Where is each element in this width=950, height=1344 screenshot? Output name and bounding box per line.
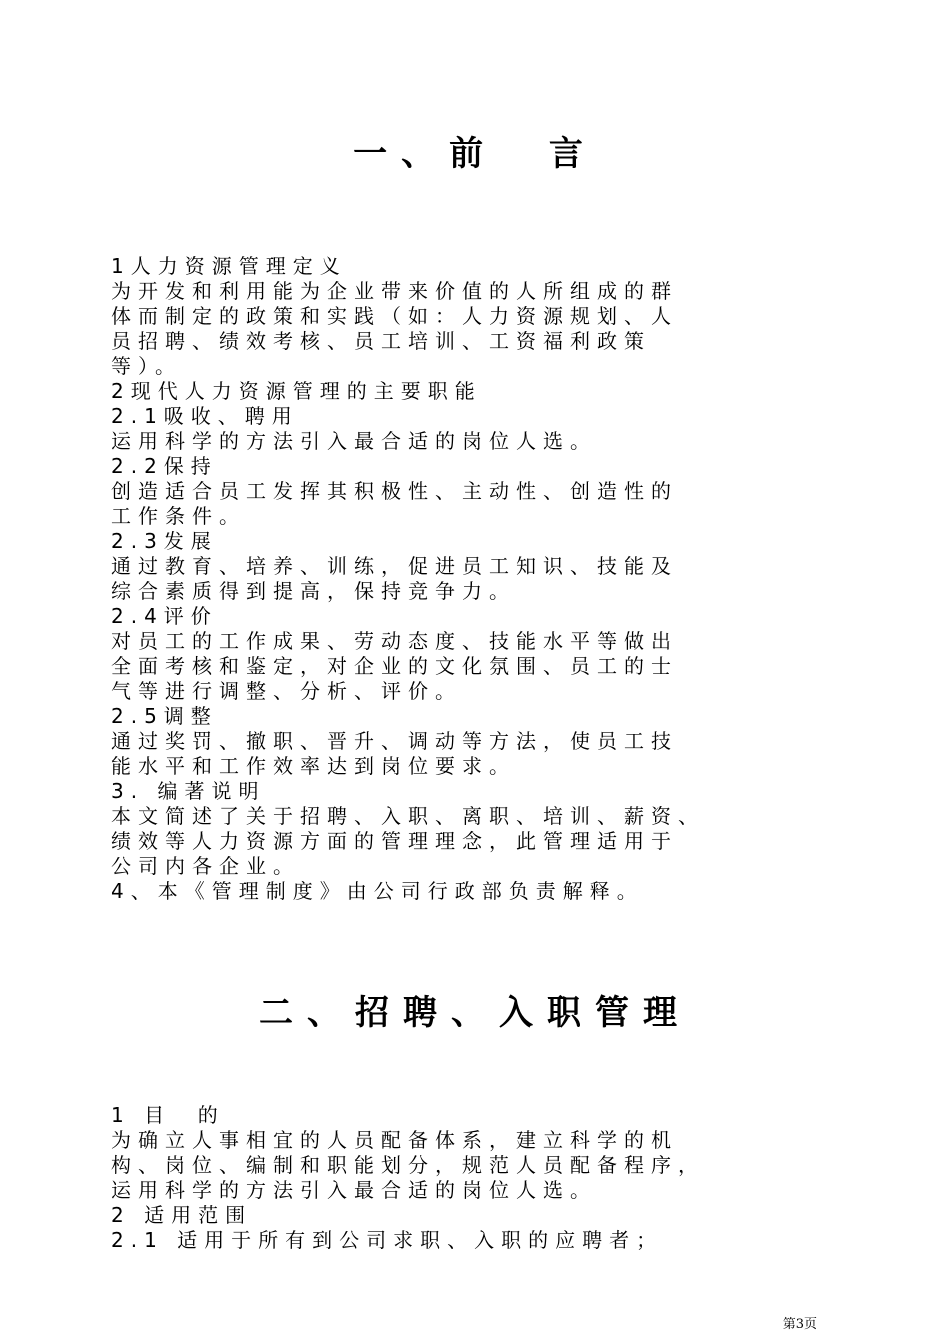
text-line: 创造适合员工发挥其积极性、主动性、创造性的 bbox=[111, 479, 678, 503]
text-line: 气等进行调整、分析、评价。 bbox=[111, 679, 462, 703]
text-line: 构、岗位、编制和职能划分，规范人员配备程序， bbox=[111, 1153, 705, 1177]
text-line: 1人力资源管理定义 bbox=[111, 254, 347, 278]
text-line: 公司内各企业。 bbox=[111, 854, 300, 878]
text-line: 2现代人力资源管理的主要职能 bbox=[111, 379, 482, 403]
text-line: 为开发和利用能为企业带来价值的人所组成的群 bbox=[111, 279, 678, 303]
text-line: 4、本《管理制度》由公司行政部负责解释。 bbox=[111, 879, 644, 903]
text-line: 绩效等人力资源方面的管理理念，此管理适用于 bbox=[111, 829, 678, 853]
section-body-preface bbox=[111, 254, 851, 904]
text-line: 2.1 适用于所有到公司求职、入职的应聘者； bbox=[111, 1228, 664, 1252]
text-line: 为确立人事相宜的人员配备体系，建立科学的机 bbox=[111, 1128, 678, 1152]
section-title-preface: 一、前 言 bbox=[353, 134, 597, 174]
page-number: 第3页 bbox=[782, 1317, 817, 1332]
text-line: 工作条件。 bbox=[111, 504, 246, 528]
text-line: 全面考核和鉴定，对企业的文化氛围、员工的士 bbox=[111, 654, 678, 678]
text-line: 运用科学的方法引入最合适的岗位人选。 bbox=[111, 429, 597, 453]
text-line: 对员工的工作成果、劳动态度、技能水平等做出 bbox=[111, 629, 678, 653]
text-line: 2.1吸收、聘用 bbox=[111, 404, 299, 428]
text-line: 通过奖罚、撤职、晋升、调动等方法，使员工技 bbox=[111, 729, 678, 753]
section-title-recruitment: 二、招聘、入职管理 bbox=[259, 993, 691, 1033]
text-line: 体而制定的政策和实践（如：人力资源规划、人 bbox=[111, 304, 678, 328]
text-line: 2.5调整 bbox=[111, 704, 218, 728]
text-line: 综合素质得到提高，保持竞争力。 bbox=[111, 579, 516, 603]
text-line: 通过教育、培养、训练，促进员工知识、技能及 bbox=[111, 554, 678, 578]
text-line: 2 适用范围 bbox=[111, 1203, 253, 1227]
text-line: 1 目 的 bbox=[111, 1103, 225, 1127]
text-line: 2.2保持 bbox=[111, 454, 218, 478]
text-line: 员招聘、绩效考核、员工培训、工资福利政策 bbox=[111, 329, 651, 353]
text-line: 3. 编著说明 bbox=[111, 779, 266, 803]
text-line: 2.3发展 bbox=[111, 529, 218, 553]
section-body-recruitment bbox=[111, 1103, 851, 1253]
text-line: 能水平和工作效率达到岗位要求。 bbox=[111, 754, 516, 778]
text-line: 本文简述了关于招聘、入职、离职、培训、薪资、 bbox=[111, 804, 705, 828]
text-line: 2.4评价 bbox=[111, 604, 218, 628]
text-line: 等）。 bbox=[111, 354, 182, 378]
text-line: 运用科学的方法引入最合适的岗位人选。 bbox=[111, 1178, 597, 1202]
